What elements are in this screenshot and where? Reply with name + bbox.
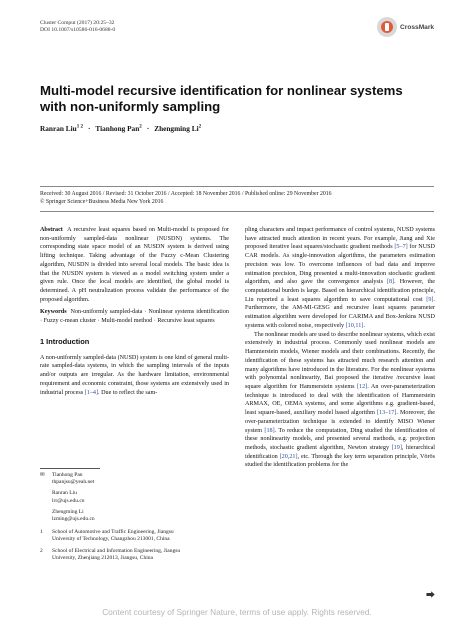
reference-link[interactable]: [18] bbox=[264, 427, 275, 434]
intro-paragraph: A non-uniformly sampled-data (NUSD) system is one kind of general multi-rate sampled-data systems, in which the sampling intervals of the inputs and/or outputs are irregular. As the hardware limitation, environmental requirement and economic constraint, those systems are extensively used in industrial process [1–4]. Due to reflect the sam- bbox=[40, 354, 229, 396]
intro-paragraph bbox=[245, 331, 435, 471]
corresponding-contact bbox=[40, 472, 230, 486]
reference-link[interactable]: [9] bbox=[426, 296, 434, 303]
paragraph-text: . Moreover, the over-parameterization technique is extended to identify MISO Wiener system bbox=[245, 410, 435, 434]
author: Zhengming Li$^2$ bbox=[154, 124, 202, 133]
contact bbox=[40, 509, 230, 523]
history-dates: Received: 30 August 2016 / Revised: 31 October 2016 / Accepted: 18 November 2016 / Published online: 29 November 2016 bbox=[40, 191, 332, 197]
author: Tianhong Pan$^2$ bbox=[95, 124, 142, 133]
section-heading: 1 Introduction bbox=[40, 336, 90, 346]
next-page-arrow-icon: ⮕ bbox=[426, 591, 436, 601]
crossmark-icon bbox=[377, 17, 397, 37]
journal-info bbox=[40, 20, 115, 35]
contact-email[interactable]: lrr@ujs.edu.cn bbox=[52, 497, 85, 504]
publication-dates bbox=[40, 191, 440, 206]
crossmark-label: CrossMark bbox=[400, 23, 435, 31]
crossmark-logo[interactable] bbox=[377, 17, 434, 37]
affiliation: 2 School of Electrical and Information Engineering, Jiangsu University, Zhenjiang 212013, Jiangsu, China bbox=[40, 547, 181, 561]
footnotes bbox=[40, 472, 230, 566]
paragraph-text: , hierarchical identification bbox=[245, 444, 435, 460]
contact-email[interactable]: thpanjsu@yeah.net bbox=[52, 479, 95, 486]
reference-link[interactable]: [5–7] bbox=[394, 244, 408, 251]
reference-link[interactable]: [20,21] bbox=[279, 453, 298, 460]
paragraph-text: The nonlinear models are used to describe nonlinear systems, which exist extensively in industrial process. Commonly used nonlinear models are Hammerstein models, Wiener models and their combinations. Recently, the identification of these systems has attracted much research attention and many algorithms have introduced in the literature. For the nonlinear systems with polynomial nonlinearity, Bai proposed the iterative /recursive least square algorithm for Hammerstein systems bbox=[245, 331, 435, 390]
contact-name: Ranran Liu bbox=[52, 490, 77, 497]
reference-link[interactable]: [19] bbox=[391, 444, 402, 451]
paper-title: Multi-model recursive identification for nonlinear systems with non-uniformly sampling bbox=[40, 83, 403, 114]
journal-citation: Cluster Comput (2017) 20:25–32 bbox=[40, 20, 115, 26]
contact bbox=[40, 490, 230, 504]
affiliation: 1 School of Automotive and Traffic Engineering, Jiangsu University of Technology, Changzhou 213001, China bbox=[40, 529, 174, 543]
footnote-divider bbox=[40, 468, 100, 469]
envelope-icon: ✉ bbox=[40, 472, 45, 478]
courtesy-notice: Content courtesy of Springer Nature, terms of use apply. Rights reserved. bbox=[102, 607, 372, 617]
reference-link[interactable]: [12] bbox=[357, 383, 368, 390]
contact-email[interactable]: lzming@ujs.edu.cn bbox=[52, 516, 95, 523]
paragraph-text: for NUSD CAR models. As single-innovation algorithms, the parameters estimation precision was low. To overcome influences of bad data and improve estimation precision, Ding presented a multi-innovation stochastic gradient algorithm, and also gave the convergence analysis bbox=[245, 244, 435, 286]
divider bbox=[40, 186, 434, 187]
paragraph-text: , etc. Through the key term separation principle, Vörös studied the identification problems for the bbox=[245, 453, 435, 469]
author: Ranran Liu$^{1 2}$ bbox=[40, 124, 83, 133]
paragraph-text: . bbox=[363, 322, 365, 329]
reference-link[interactable]: [8] bbox=[386, 279, 395, 286]
author-separator: · bbox=[87, 124, 91, 133]
paragraph-text: . Furthermore, the AM-MI-GESG and recursive least squares parameter estimation algorithm were developed for CARIMA and Box-Jenkins NUSD systems with colored noise, respectively bbox=[245, 296, 435, 329]
author-separator: · bbox=[146, 124, 150, 133]
author-list bbox=[40, 124, 201, 133]
paragraph-text: pling characters and impact performance of control systems, NUSD systems have attracted much attention in recent years. For example, Jiang and Xie proposed iterative least squares/stochastic gradient methods bbox=[245, 227, 435, 251]
intro-paragraph bbox=[245, 226, 435, 331]
reference-link[interactable]: [1–4] bbox=[84, 389, 99, 396]
journal-doi: DOI 10.1007/s10586-016-0688-0 bbox=[40, 27, 116, 34]
keywords: Keywords Non-uniformly sampled-data · Nonlinear systems identification · Fuzzy c-mean cluster · Multi-model method · Recursive least squares bbox=[40, 309, 229, 325]
reference-link[interactable]: [10,11] bbox=[345, 322, 364, 329]
copyright: © Springer Science+Business Media New York 2016 bbox=[40, 198, 164, 205]
right-column bbox=[245, 226, 435, 470]
paragraph-text: . An over-parameterization technique is introduced to deal with the identification of Hammerstein ARMAX, OE, OEMA systems, and some algorithms e.g. gradient-based, least square-based, auxiliary model based algorithm bbox=[245, 383, 435, 417]
left-column bbox=[40, 226, 229, 397]
contact-name: Tianhong Pan bbox=[52, 472, 83, 478]
paragraph-text: . To reduce the computation, Ding studied the identification of these nonlinearity models, and presented several methods, e.g. projection methods, stochastic gradient algorithm, Newton strategy bbox=[245, 427, 436, 451]
paragraph-text: . However, the computational burden is large. Based on hierarchical identification principle, Liu reported a least squares algorithm to save computational cost bbox=[245, 279, 435, 303]
abstract: Abstract A recursive least squares based on Multi-model is proposed for non-uniformly sampled-data nonlinear (NUSDN) systems. The corresponding state space model of an NUSDN system is derived using lifting technique. Taking advantage of the Fuzzy c-Mean Clustering algorithm, NUSDN is divided into several local models. The basic idea is that the NUSDN system is viewed as a model switching system under a given rule. Once the local models are identified, the global model is determined. A pH neutralization process validate the performance of the proposed algorithm. bbox=[40, 227, 230, 303]
divider bbox=[40, 211, 434, 212]
contact-name: Zhengming Li bbox=[52, 508, 84, 515]
reference-link[interactable]: [13–17] bbox=[376, 410, 397, 417]
